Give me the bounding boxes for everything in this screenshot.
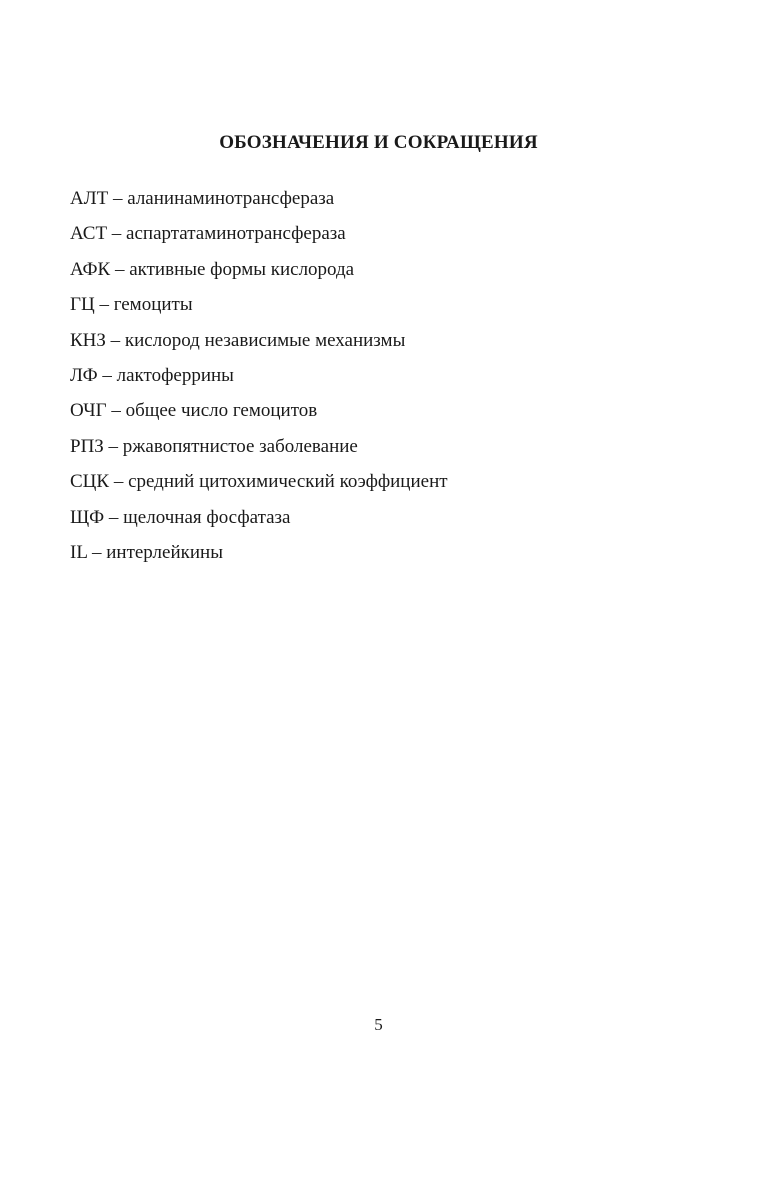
abbreviation-item: СЦК – средний цитохимический коэффициент [70, 471, 448, 493]
page-number: 5 [374, 1015, 383, 1034]
abbreviation-item: ГЦ – гемоциты [70, 294, 193, 316]
abbreviation-item: ОЧГ – общее число гемоцитов [70, 400, 318, 422]
abbreviation-item: РПЗ – ржавопятнистое заболевание [70, 435, 358, 457]
abbreviation-item: АСТ – аспартатаминотрансфераза [70, 223, 346, 245]
page-title: ОБОЗНАЧЕНИЯ И СОКРАЩЕНИЯ [219, 132, 538, 153]
abbreviation-item: АЛТ – аланинаминотрансфераза [70, 188, 335, 209]
abbreviation-item: КНЗ – кислород независимые механизмы [70, 329, 406, 351]
abbreviation-item: АФК – активные формы кислорода [70, 258, 355, 280]
abbreviation-item: IL – интерлейкины [70, 541, 223, 563]
abbreviation-item: ЩФ – щелочная фосфатаза [70, 506, 291, 528]
abbreviation-item: ЛФ – лактоферрины [70, 364, 234, 386]
abbreviation-list [70, 187, 710, 576]
